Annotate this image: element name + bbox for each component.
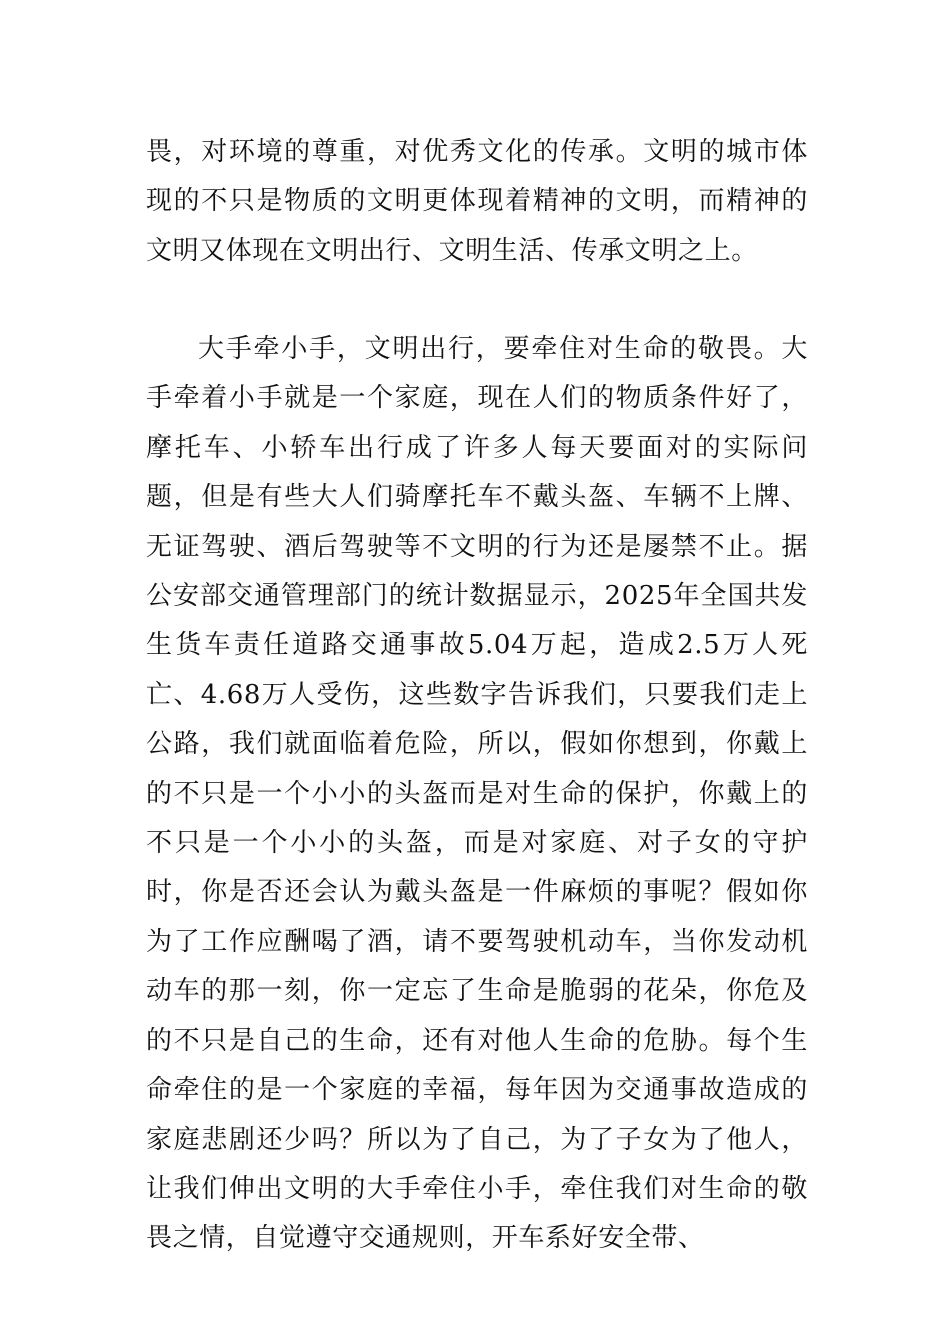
- paragraph-body: 大手牵小手，文明出行，要牵住对生命的敬畏。大手牵着小手就是一个家庭，现在人们的物质条件好了，摩托车、小轿车出行成了许多人每天要面对的实际问题，但是有些大人们骑摩托车不戴头盔、车辆不上牌、无证驾驶、酒后驾驶等不文明的行为还是屡禁不止。据公安部交通管理部门的统计数据显示，2025年全国共发生货车责任道路交通事故5.04万起，造成2.5万人死亡、4.68万人受伤，这些数字告诉我们，只要我们走上公路，我们就面临着危险，所以，假如你想到，你戴上的不只是一个小小的头盔而是对生命的保护，你戴上的不只是一个小小的头盔，而是对家庭、对子女的守护时，你是否还会认为戴头盔是一件麻烦的事呢？假如你为了工作应酬喝了酒，请不要驾驶机动车，当你发动机动车的那一刻，你一定忘了生命是脆弱的花朵，你危及的不只是自己的生命，还有对他人生命的危胁。每个生命牵住的是一个家庭的幸福，每年因为交通事故造成的家庭悲剧还少吗？所以为了自己，为了子女为了他人，让我们伸出文明的大手牵住小手，牵住我们对生命的敬畏之情，自觉遵守交通规则，开车系好安全带、: [146, 334, 808, 1254]
- paragraph-continuation: 畏，对环境的尊重，对优秀文化的传承。文明的城市体现的不只是物质的文明更体现着精神的文明，而精神的文明又体现在文明出行、文明生活、传承文明之上。: [146, 137, 808, 266]
